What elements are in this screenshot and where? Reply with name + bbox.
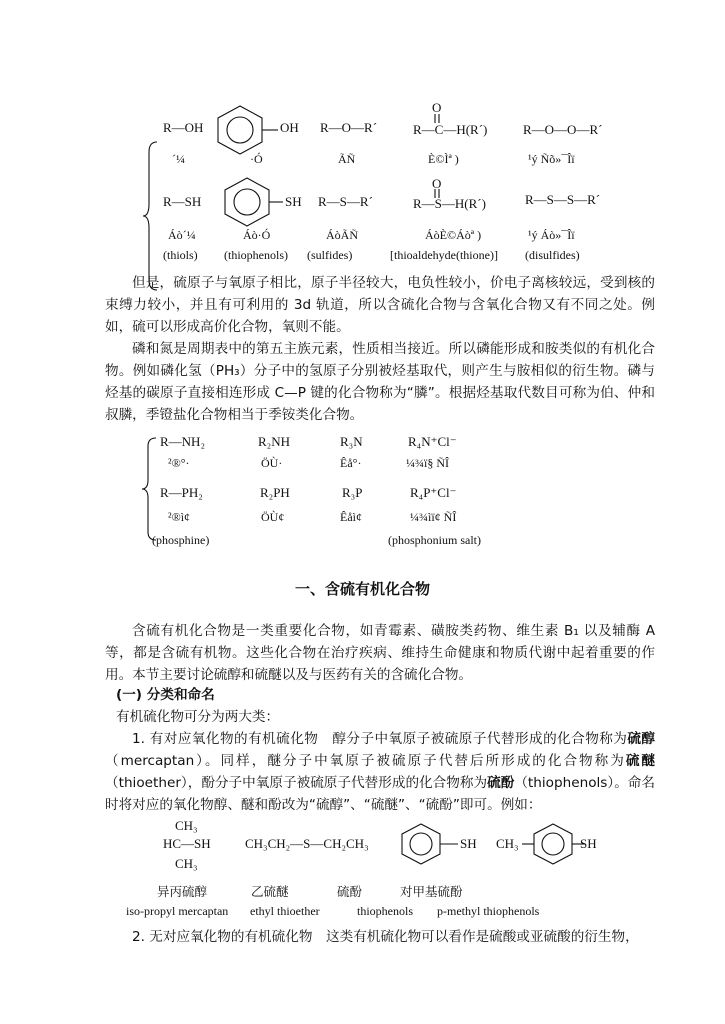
formula-iso-bot-ch3: CH₃ <box>175 856 198 871</box>
formula-tolyl-ch3: CH₃ <box>496 836 519 851</box>
brace-table1 <box>143 142 163 292</box>
example-cn-label: 异丙硫醇 <box>157 884 208 899</box>
formula-iso-mid: HC—SH <box>163 836 211 851</box>
formula-aldehyde: R—C—H(R´) <box>413 122 488 137</box>
example-cn-label: 对甲基硫酚 <box>400 884 463 899</box>
term-thioether: 硫醚 <box>625 753 655 769</box>
garbled-label: ÖÙ· <box>261 456 283 470</box>
english-label: (phosphonium salt) <box>388 533 481 547</box>
formula-thiol: R—SH <box>163 194 202 209</box>
formula-amine-primary: R—NH₂ <box>160 434 205 449</box>
formula-tolyl-sh: SH <box>580 836 597 851</box>
paragraph-two-types: 有机硫化物可分为两大类： <box>116 709 280 725</box>
garbled-label: ÃÑ <box>338 152 356 166</box>
formula-phosphine-secondary: R₂PH <box>260 485 290 500</box>
paragraph-sulfur-intro: 含硫有机化合物是一类重要化合物，如青霉素、磺胺类药物、维生素 B₁ 以及辅酶 A 等，都是含硫有机物。这些化合物在治疗疾病、维持生命健康和物质代谢中起着重要的作用。本节主要讨论硫醇和硫醚以及与医药有关的含硫化合物。 <box>105 623 655 683</box>
formula-amine-tertiary: R₃N <box>340 434 363 449</box>
garbled-label: ¼¾ï§ ÑÎ <box>406 456 449 470</box>
garbled-label: ¹ý Ñõ»¯Îï <box>528 152 575 166</box>
example-cn-label: 乙硫醚 <box>251 884 289 899</box>
formula-phosphine-primary: R—PH₂ <box>160 485 203 500</box>
formula-alcohol: R—OH <box>163 120 204 135</box>
garbled-label: ´¼ <box>172 152 185 166</box>
example-en-label: ethyl thioether <box>250 904 320 918</box>
formula-phosphonium-salt: R₄P⁺Cl⁻ <box>410 485 457 500</box>
garbled-label: ÁòÈ©Áòª ) <box>425 228 482 242</box>
example-en-label: p-methyl thiophenols <box>437 904 540 918</box>
formula-ph-sh: SH <box>460 836 477 851</box>
text-run: （mercaptan）。同样，醚分子中氧原子被硫原子代替后所形成的化合物称为 <box>105 753 626 769</box>
english-label: (sulfides) <box>307 248 353 262</box>
garbled-label: ÁòÃÑ <box>326 228 358 242</box>
section-heading: 一、含硫有机化合物 <box>294 580 430 598</box>
english-label: (phosphine) <box>152 533 210 547</box>
term-thiophenol: 硫酚 <box>487 775 515 791</box>
benzene-ring-thiophenol-example <box>402 822 462 866</box>
paragraph-type-one <box>105 728 655 816</box>
text-run: （thioether），酚分子中氧原子被硫原子代替形成的化合物称为 <box>105 775 488 791</box>
term-mercaptan: 硫醇 <box>627 731 656 747</box>
benzene-ring-thiophenol <box>225 176 285 228</box>
text-run: （thiophenols）。命名时将对应的氧化物醇、醚和酚改为“硫醇”、“硫醚”、“硫酚”即可。例如： <box>105 775 656 813</box>
text-run: 1. 有对应氧化物的有机硫化物 醇分子中氧原子被硫原子代替形成的化合物称为 <box>132 731 628 747</box>
formula-ethyl-thioether: CH₃CH₂—S—CH₂CH₃ <box>245 836 369 851</box>
formula-sulfide: R—S—R´ <box>318 194 373 209</box>
garbled-label: Êåì¢ <box>340 510 362 524</box>
garbled-label: Áò·Ó <box>243 228 271 242</box>
paragraph-type-two: 2. 无对应氧化物的有机硫化物 这类有机硫化物可以看作是硫酸或亚硫酸的衍生物， <box>132 929 639 945</box>
english-label: (thiols) <box>163 248 198 262</box>
formula-thioaldehyde: R—S—H(R´) <box>413 196 486 211</box>
formula-disulfide: R—S—S—R´ <box>525 192 601 207</box>
garbled-label: ¹ý Áò»¯Îï <box>528 228 575 242</box>
garbled-label: ²®°· <box>168 456 190 470</box>
subsection-heading: (一) 分类和命名 <box>116 687 215 703</box>
garbled-label: ·Ó <box>250 152 263 166</box>
formula-thione-o: O <box>432 176 442 191</box>
garbled-label: ²®ì¢ <box>168 510 191 524</box>
english-label: (disulfides) <box>525 248 580 262</box>
paragraph-sulfur-vs-oxygen: 但是，硫原子与氧原子相比，原子半径较大，电负性较小，价电子离核较远，受到核的束缚力较小，并且有可利用的 3d 轨道，所以含硫化合物与含氧化合物又有不同之处。例如，硫可以形成高价化合物，氧则不能。 <box>105 275 655 335</box>
formula-phenol-oh: OH <box>280 120 299 135</box>
formula-phosphine-tertiary: R₃P <box>342 485 363 500</box>
formula-ether: R—O—R´ <box>320 120 378 135</box>
example-en-label: thiophenols <box>357 904 413 918</box>
formula-thiophenol-sh: SH <box>285 194 302 209</box>
formula-carbonyl-o: O <box>432 100 442 115</box>
paragraph-phosphorus: 磷和氮是周期表中的第五主族元素，性质相当接近。所以磷能形成和胺类似的有机化合物。例如磷化氢（PH₃）分子中的氢原子分别被烃基取代，则产生与胺相似的衍生物。磷与烃基的碳原子直接相连形成 C—P 键的化合物称为“膦”。根据烃基取代数目可称为伯、仲和叔膦，季镫盐化合物相当于季铵类化合物。 <box>105 341 655 423</box>
garbled-label: È©Ìª ) <box>428 152 459 166</box>
formula-amine-secondary: R₂NH <box>258 434 290 449</box>
english-label: (thiophenols) <box>224 248 288 262</box>
garbled-label: ÖÙ¢ <box>261 510 285 524</box>
brace-table2 <box>142 438 162 542</box>
garbled-label: Êå°· <box>340 456 362 470</box>
formula-ammonium-salt: R₄N⁺Cl⁻ <box>408 434 457 449</box>
formula-iso-top-ch3: CH₃ <box>175 818 198 833</box>
benzene-ring-phenol <box>218 104 278 156</box>
english-label: [thioaldehyde(thione)] <box>390 248 498 262</box>
garbled-label: Áò´¼ <box>168 228 196 242</box>
example-en-label: iso-propyl mercaptan <box>126 904 229 918</box>
garbled-label: ¼¾ìï¢ ÑÎ <box>410 510 457 524</box>
formula-peroxide: R—O—O—R´ <box>523 122 603 137</box>
example-cn-label: 硫酚 <box>337 884 363 899</box>
